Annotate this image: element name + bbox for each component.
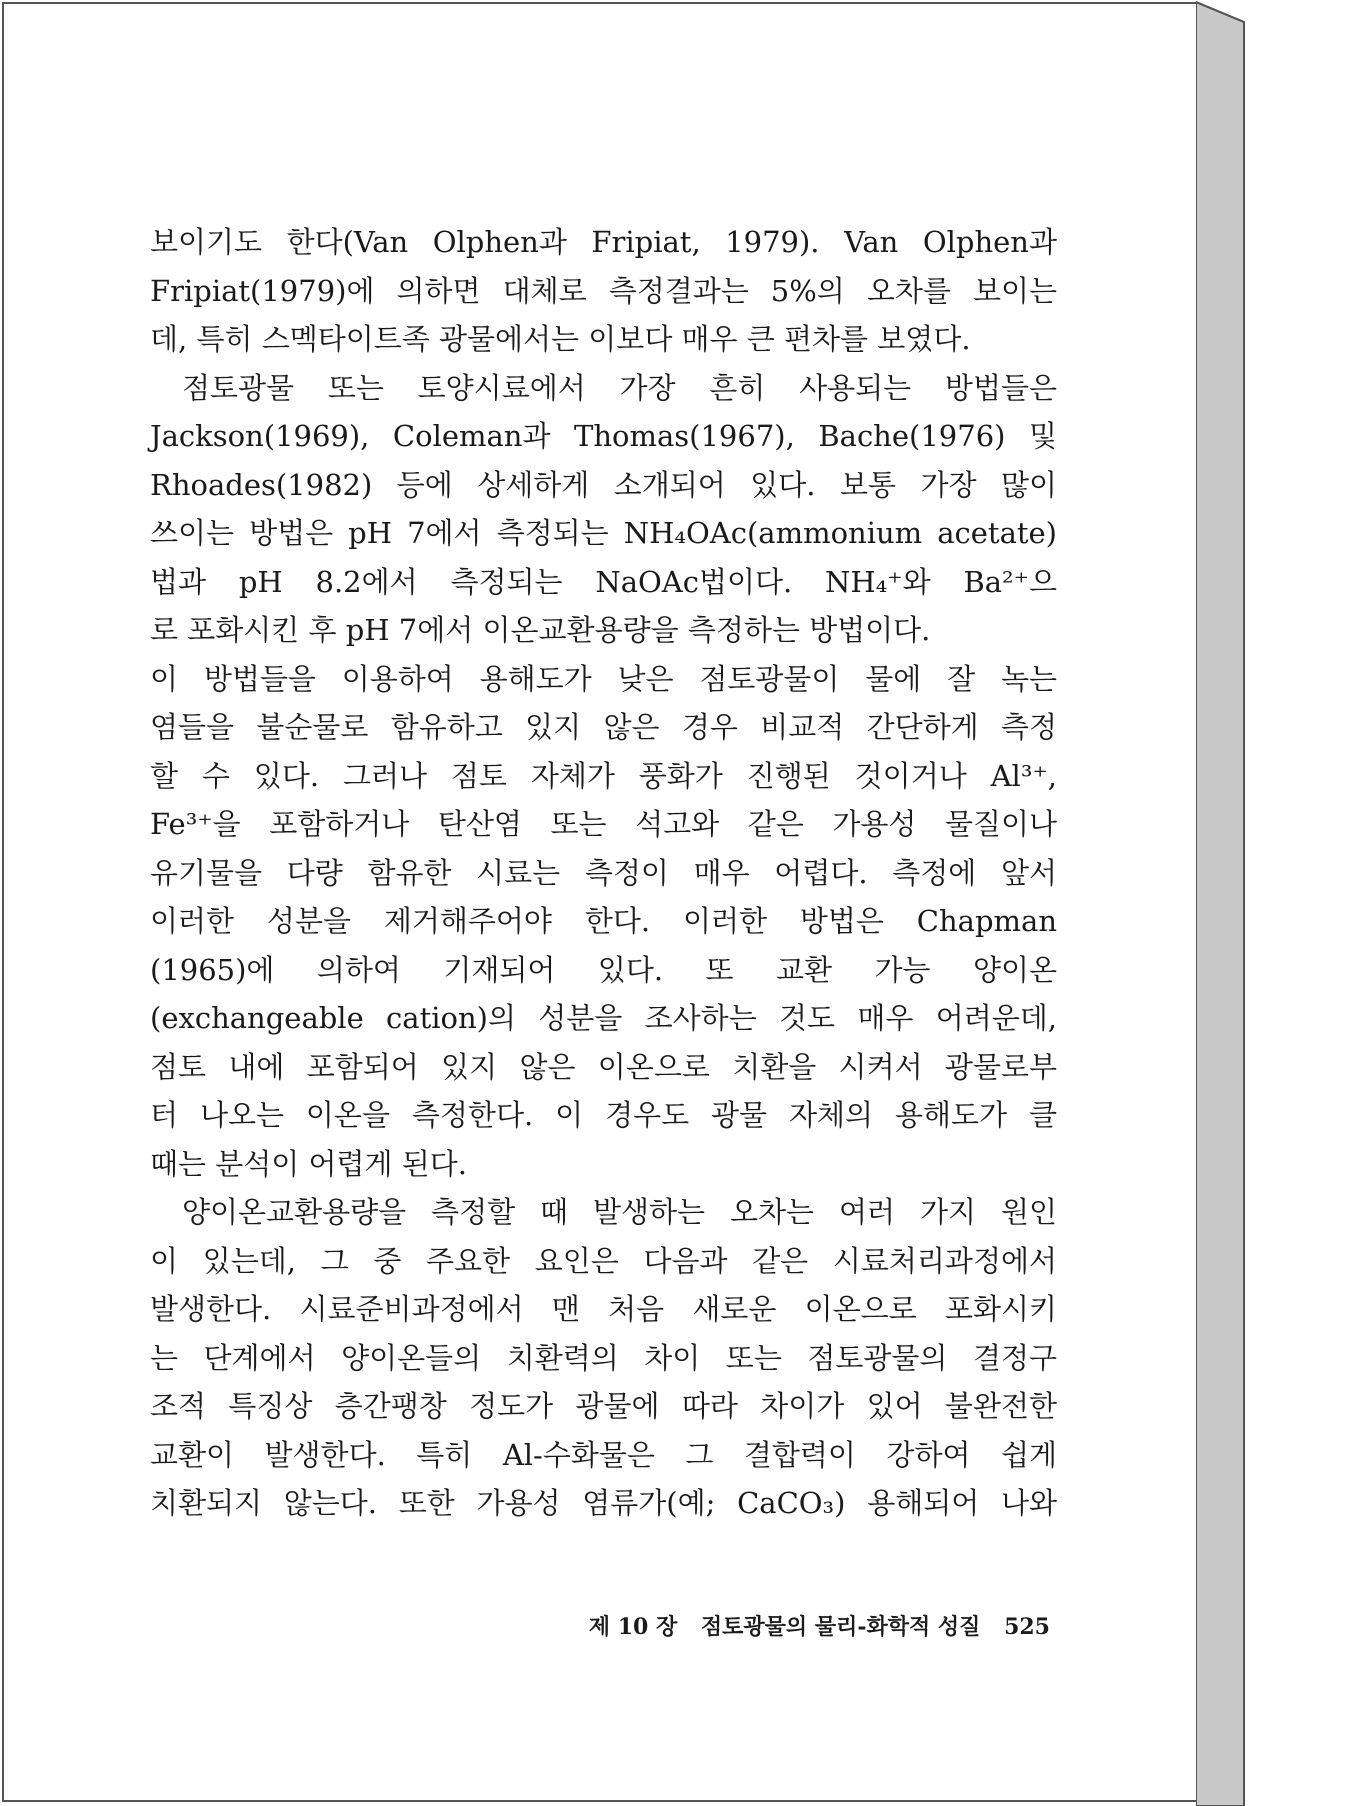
page-number: 525 <box>1004 1614 1050 1640</box>
text-line: (1965)에 의하여 기재되어 있다. 또 교환 가능 양이온 <box>150 952 1057 987</box>
text-line: Jackson(1969), Coleman과 Thomas(1967), Bache(1976) 및 <box>150 419 1057 453</box>
text-line: 조적 특징상 층간팽창 정도가 광물에 따라 차이가 있어 불완전한 <box>150 1389 1057 1423</box>
text-line: 쓰이는 방법은 pH 7에서 측정되는 NH₄OAc(ammonium acetate) <box>150 516 1057 550</box>
text-line: Fe³⁺을 포함하거나 탄산염 또는 석고와 같은 가용성 물질이나 <box>150 807 1057 841</box>
text-line: 데, 특히 스멕타이트족 광물에서는 이보다 매우 큰 편차를 보였다. <box>150 322 971 356</box>
text-line: Rhoades(1982) 등에 상세하게 소개되어 있다. 보통 가장 많이 <box>150 467 1057 502</box>
chapter-title: 점토광물의 물리-화학적 성질 <box>700 1614 981 1640</box>
body-text <box>150 218 1057 1528</box>
book-page-edge <box>1196 0 1256 1806</box>
page-footer <box>520 1610 1050 1641</box>
text-line: 때는 분석이 어렵게 된다. <box>150 1146 468 1181</box>
text-line: 발생한다. 시료준비과정에서 맨 처음 새로운 이온으로 포화시키 <box>150 1292 1057 1326</box>
text-line: 교환이 발생한다. 특히 Al-수화물은 그 결합력이 강하여 쉽게 <box>150 1437 1057 1472</box>
text-line: 유기물을 다량 함유한 시료는 측정이 매우 어렵다. 측정에 앞서 <box>150 855 1057 890</box>
text-line: 이러한 성분을 제거해주어야 한다. 이러한 방법은 Chapman <box>150 904 1057 938</box>
text-line: 점토광물 또는 토양시료에서 가장 흔히 사용되는 방법들은 <box>182 370 1057 405</box>
text-line: 이 있는데, 그 중 주요한 요인은 다음과 같은 시료처리과정에서 <box>150 1243 1057 1278</box>
text-line: 로 포화시킨 후 pH 7에서 이온교환용량을 측정하는 방법이다. <box>150 613 931 647</box>
text-line: 염들을 불순물로 함유하고 있지 않은 경우 비교적 간단하게 측정 <box>150 710 1057 744</box>
text-line: Fripiat(1979)에 의하면 대체로 측정결과는 5%의 오차를 보이는 <box>150 273 1057 308</box>
text-line: 점토 내에 포함되어 있지 않은 이온으로 치환을 시켜서 광물로부 <box>150 1049 1057 1084</box>
text-line: 양이온교환용량을 측정할 때 발생하는 오차는 여러 가지 원인 <box>182 1195 1057 1229</box>
text-line: (exchangeable cation)의 성분을 조사하는 것도 매우 어려운데, <box>150 1001 1057 1035</box>
text-line: 는 단계에서 양이온들의 치환력의 차이 또는 점토광물의 결정구 <box>150 1340 1057 1375</box>
text-line: 보이기도 한다(Van Olphen과 Fripiat, 1979). Van Olphen과 <box>150 225 1057 259</box>
text-line: 법과 pH 8.2에서 측정되는 NaOAc법이다. NH₄⁺와 Ba²⁺으 <box>150 564 1057 599</box>
text-line: 치환되지 않는다. 또한 가용성 염류가(예; CaCO₃) 용해되어 나와 <box>150 1486 1057 1520</box>
text-line: 할 수 있다. 그러나 점토 자체가 풍화가 진행된 것이거나 Al³⁺, <box>150 758 1057 793</box>
text-line: 이 방법들을 이용하여 용해도가 낮은 점토광물이 물에 잘 녹는 <box>150 661 1057 696</box>
text-line: 터 나오는 이온을 측정한다. 이 경우도 광물 자체의 용해도가 클 <box>150 1098 1057 1132</box>
chapter-label: 제 10 장 <box>588 1614 678 1640</box>
